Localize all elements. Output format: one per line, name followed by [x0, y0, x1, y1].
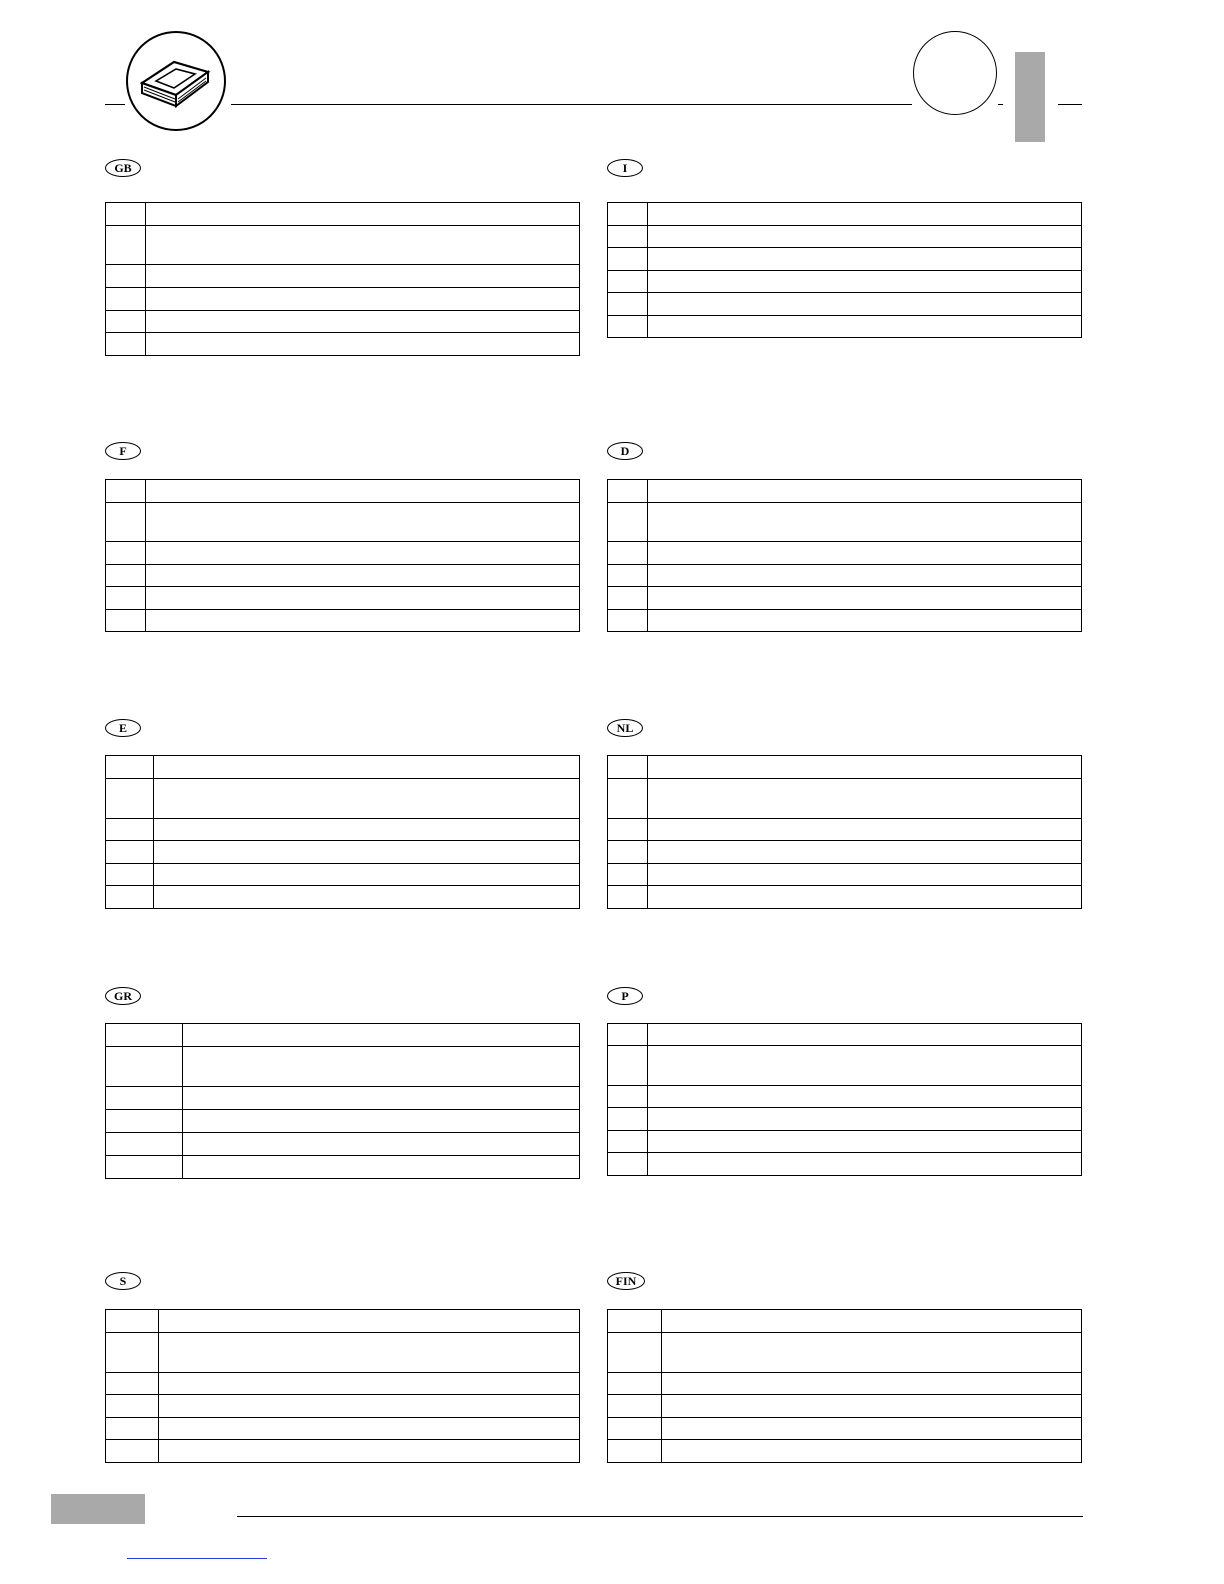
table-row [106, 1440, 580, 1463]
table-i [607, 202, 1082, 338]
lang-badge-nl: NL [607, 719, 643, 737]
table-s [105, 1309, 580, 1463]
table-gb [105, 202, 580, 356]
table-row [608, 587, 1082, 610]
lang-badge-gb: GB [105, 159, 141, 177]
table-row [106, 864, 580, 886]
table-row [608, 203, 1082, 226]
table-row [608, 756, 1082, 779]
section-tab-marker [1015, 52, 1045, 142]
table-row [106, 587, 580, 610]
table-gr [105, 1023, 580, 1179]
table-row [106, 1133, 580, 1156]
table-row [106, 311, 580, 333]
lang-badge-i: I [607, 159, 643, 177]
table-row [106, 756, 580, 779]
table-row [106, 610, 580, 632]
table-row [608, 779, 1082, 819]
table-row [608, 1310, 1082, 1333]
table-row [106, 819, 580, 841]
table-row [608, 293, 1082, 316]
table-row [106, 1087, 580, 1110]
table-row [608, 542, 1082, 565]
lang-badge-gr: GR [105, 987, 141, 1005]
table-row [608, 886, 1082, 909]
page-number-circle [913, 31, 997, 115]
table-row [106, 1333, 580, 1373]
table-row [106, 1395, 580, 1418]
table-row [608, 1373, 1082, 1395]
table-e [105, 755, 580, 909]
table-row [106, 288, 580, 311]
table-fin [607, 1309, 1082, 1463]
table-row [608, 1333, 1082, 1373]
book-icon [128, 33, 224, 129]
header-rule-main [231, 104, 912, 105]
table-row [608, 864, 1082, 886]
header-rule-mid [998, 104, 1003, 105]
header-rule-left [105, 104, 125, 105]
table-row [608, 819, 1082, 841]
lang-badge-d: D [607, 442, 643, 460]
lang-badge-fin: FIN [607, 1272, 645, 1290]
table-row [106, 203, 580, 226]
table-row [106, 503, 580, 542]
table-row [608, 1440, 1082, 1463]
table-row [608, 1046, 1082, 1086]
lang-badge-e: E [105, 719, 141, 737]
table-row [106, 1310, 580, 1333]
table-f [105, 479, 580, 632]
table-row [608, 503, 1082, 542]
table-row [106, 480, 580, 503]
table-row [106, 886, 580, 909]
table-row [608, 565, 1082, 587]
table-row [608, 1024, 1082, 1046]
table-row [608, 841, 1082, 864]
table-p [607, 1023, 1082, 1176]
lang-badge-s: S [105, 1272, 141, 1290]
table-row [106, 333, 580, 356]
table-row [106, 1418, 580, 1440]
table-row [608, 1086, 1082, 1108]
table-row [608, 271, 1082, 293]
table-row [608, 226, 1082, 248]
footer-rule [237, 1516, 1083, 1517]
table-d [607, 479, 1082, 632]
table-row [608, 1153, 1082, 1176]
table-row [608, 1131, 1082, 1153]
table-row [608, 480, 1082, 503]
footer-link-underline[interactable] [127, 1558, 267, 1559]
lang-badge-f: F [105, 442, 141, 460]
footer-tab-marker [51, 1494, 145, 1524]
table-row [106, 565, 580, 587]
table-row [608, 1395, 1082, 1418]
table-row [106, 1024, 580, 1047]
table-row [106, 779, 580, 819]
table-row [106, 542, 580, 565]
table-row [106, 1156, 580, 1179]
table-row [106, 226, 580, 265]
table-row [608, 248, 1082, 271]
table-row [106, 1047, 580, 1087]
manual-emblem [126, 31, 226, 131]
table-nl [607, 755, 1082, 909]
table-row [608, 610, 1082, 632]
table-row [608, 1418, 1082, 1440]
table-row [106, 841, 580, 864]
lang-badge-p: P [607, 987, 643, 1005]
table-row [106, 1110, 580, 1133]
table-row [608, 1108, 1082, 1131]
header-rule-right [1058, 104, 1082, 105]
table-row [608, 316, 1082, 338]
table-row [106, 1373, 580, 1395]
table-row [106, 265, 580, 288]
